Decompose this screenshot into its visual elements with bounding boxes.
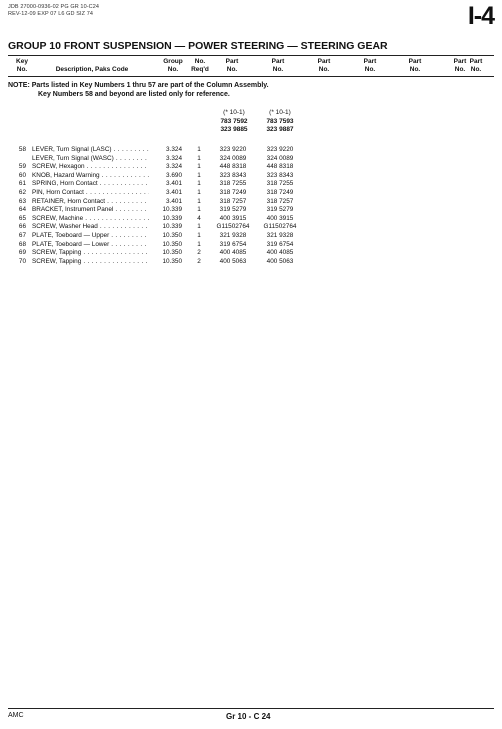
part-number: 400 3915 bbox=[266, 214, 294, 222]
description: SCREW, Tapping . . . bbox=[32, 249, 154, 258]
part-number: 321 9328 bbox=[266, 231, 294, 239]
col-part-no: Part No. bbox=[363, 58, 377, 73]
group-number: 10.339 bbox=[149, 206, 182, 215]
part-number: 400 4085 bbox=[266, 249, 294, 257]
col-part-no: Part No. bbox=[317, 58, 331, 73]
key-number: 64 bbox=[18, 206, 26, 214]
description: SCREW, Tapping . . . bbox=[32, 258, 154, 267]
part-number: 318 7257 bbox=[219, 197, 247, 205]
table-row bbox=[0, 146, 502, 155]
serial-column-2: (* 10-1) 783 7593 323 9887 bbox=[266, 109, 294, 133]
quantity: 2 bbox=[197, 249, 201, 257]
quantity: 1 bbox=[197, 188, 201, 196]
footer-center: Gr 10 - C 24 bbox=[226, 712, 271, 721]
parts-list bbox=[0, 146, 502, 266]
col-qty: No. Req'd bbox=[191, 58, 209, 73]
quantity: 1 bbox=[197, 197, 201, 205]
group-number: 3.401 bbox=[149, 189, 182, 198]
key-number: 65 bbox=[18, 214, 26, 222]
document-meta bbox=[8, 4, 99, 17]
column-header-bar bbox=[8, 55, 494, 77]
meta-line-1: JDB 27000-0936-02 PG GR 10-C24 bbox=[8, 4, 100, 10]
part-number: 318 7249 bbox=[266, 188, 294, 196]
table-row bbox=[0, 206, 502, 215]
key-number: 58 bbox=[18, 146, 26, 153]
key-number: 59 bbox=[18, 163, 26, 171]
description: LEVER, Turn Signal (WASC) . . . bbox=[32, 155, 154, 164]
description: PLATE, Toeboard — Upper . . . bbox=[32, 232, 154, 241]
part-number: 319 6754 bbox=[266, 240, 294, 248]
part-number: 318 7255 bbox=[266, 180, 294, 188]
description: SPRING, Horn Contact . . . bbox=[32, 180, 154, 189]
page-title: GROUP 10 FRONT SUSPENSION — POWER STEERING — STEERING GEAR bbox=[8, 40, 388, 52]
group-number: 10.339 bbox=[149, 223, 182, 232]
group-number: 10.350 bbox=[149, 249, 182, 258]
quantity: 1 bbox=[197, 171, 201, 179]
description: BRACKET, Instrument Panel . . . bbox=[32, 206, 154, 215]
description: SCREW, Washer Head . . . bbox=[32, 223, 154, 232]
part-number: 324 0089 bbox=[266, 154, 294, 162]
part-number: G11502764 bbox=[216, 223, 250, 231]
part-number: 323 8343 bbox=[266, 171, 294, 179]
description: SCREW, Machine . . . bbox=[32, 215, 154, 224]
quantity: 4 bbox=[197, 214, 201, 222]
part-number: 323 8343 bbox=[219, 171, 247, 179]
part-number: 448 8318 bbox=[266, 163, 294, 171]
quantity: 1 bbox=[197, 146, 201, 153]
table-row bbox=[0, 232, 502, 241]
table-row bbox=[0, 155, 502, 164]
part-number: 323 9220 bbox=[266, 146, 294, 153]
part-number: 448 8318 bbox=[219, 163, 247, 171]
part-number: 318 7249 bbox=[219, 188, 247, 196]
key-number: 68 bbox=[18, 240, 26, 248]
key-number: 62 bbox=[18, 188, 26, 196]
table-row bbox=[0, 180, 502, 189]
key-number: 60 bbox=[18, 171, 26, 179]
quantity: 1 bbox=[197, 154, 201, 162]
description: SCREW, Hexagon . . . bbox=[32, 163, 154, 172]
key-number: 69 bbox=[18, 249, 26, 257]
note-line-1: NOTE: Parts listed in Key Numbers 1 thru 57 are part of the Column Assembly. bbox=[8, 82, 269, 89]
page-id: I-4 bbox=[467, 2, 494, 30]
table-row bbox=[0, 215, 502, 224]
serial-column-1: (* 10-1) 783 7592 323 9885 bbox=[220, 109, 248, 133]
part-number: 400 5063 bbox=[266, 257, 294, 265]
key-number: 70 bbox=[18, 257, 26, 265]
group-number: 3.690 bbox=[149, 172, 182, 181]
table-row bbox=[0, 249, 502, 258]
part-number: 319 5279 bbox=[219, 206, 247, 214]
group-number: 3.324 bbox=[149, 146, 182, 155]
description: KNOB, Hazard Warning . . . bbox=[32, 172, 154, 181]
table-row bbox=[0, 258, 502, 267]
part-number: 318 7257 bbox=[266, 197, 294, 205]
quantity: 1 bbox=[197, 223, 201, 231]
description: RETAINER, Horn Contact . . . bbox=[32, 198, 154, 207]
group-number: 10.350 bbox=[149, 232, 182, 241]
table-row bbox=[0, 189, 502, 198]
quantity: 2 bbox=[197, 257, 201, 265]
quantity: 1 bbox=[197, 180, 201, 188]
part-number: 324 0089 bbox=[219, 154, 247, 162]
group-number: 3.401 bbox=[149, 180, 182, 189]
group-number: 10.350 bbox=[149, 258, 182, 267]
key-number: 63 bbox=[18, 197, 26, 205]
group-number: 10.350 bbox=[149, 241, 182, 250]
table-row bbox=[0, 198, 502, 207]
quantity: 1 bbox=[197, 240, 201, 248]
description: PIN, Horn Contact . . . bbox=[32, 189, 154, 198]
page-footer bbox=[8, 708, 494, 724]
group-number: 3.401 bbox=[149, 198, 182, 207]
table-row bbox=[0, 241, 502, 250]
part-number: 319 5279 bbox=[266, 206, 294, 214]
group-number: 10.339 bbox=[149, 215, 182, 224]
note bbox=[8, 81, 269, 99]
col-part-no: Part No. bbox=[225, 58, 239, 73]
key-number: 61 bbox=[18, 180, 26, 188]
part-number: 323 9220 bbox=[219, 146, 247, 153]
part-number: 318 7255 bbox=[219, 180, 247, 188]
key-number: 66 bbox=[18, 223, 26, 231]
part-number: 400 5063 bbox=[219, 257, 247, 265]
group-number: 3.324 bbox=[149, 163, 182, 172]
col-description: Description, Paks Code bbox=[55, 66, 129, 73]
col-key: Key No. bbox=[16, 58, 28, 73]
part-number: 400 4085 bbox=[219, 249, 247, 257]
part-number: 321 9328 bbox=[219, 231, 247, 239]
quantity: 1 bbox=[197, 206, 201, 214]
part-number: 319 6754 bbox=[219, 240, 247, 248]
col-group: Group No. bbox=[163, 58, 183, 73]
col-part-no: Part No. bbox=[453, 58, 467, 73]
meta-line-2: REV-12-09 EXP 07 L6 GD SIZ 74 bbox=[8, 10, 94, 17]
col-part-no: Part No. bbox=[271, 58, 285, 73]
description: LEVER, Turn Signal (LASC) . . . bbox=[32, 146, 154, 155]
note-line-2: Key Numbers 58 and beyond are listed only for reference. bbox=[38, 91, 230, 98]
quantity: 1 bbox=[197, 231, 201, 239]
part-number: 400 3915 bbox=[219, 214, 247, 222]
col-part-no: Part No. bbox=[408, 58, 422, 73]
col-part-no: Part No. bbox=[469, 58, 483, 73]
table-row bbox=[0, 223, 502, 232]
description: PLATE, Toeboard — Lower . . . bbox=[32, 241, 154, 250]
part-number: G11502764 bbox=[263, 223, 297, 231]
table-row bbox=[0, 163, 502, 172]
group-number: 3.324 bbox=[149, 155, 182, 164]
key-number: 67 bbox=[18, 231, 26, 239]
table-row bbox=[0, 172, 502, 181]
quantity: 1 bbox=[197, 163, 201, 171]
footer-left: AMC bbox=[8, 712, 24, 719]
